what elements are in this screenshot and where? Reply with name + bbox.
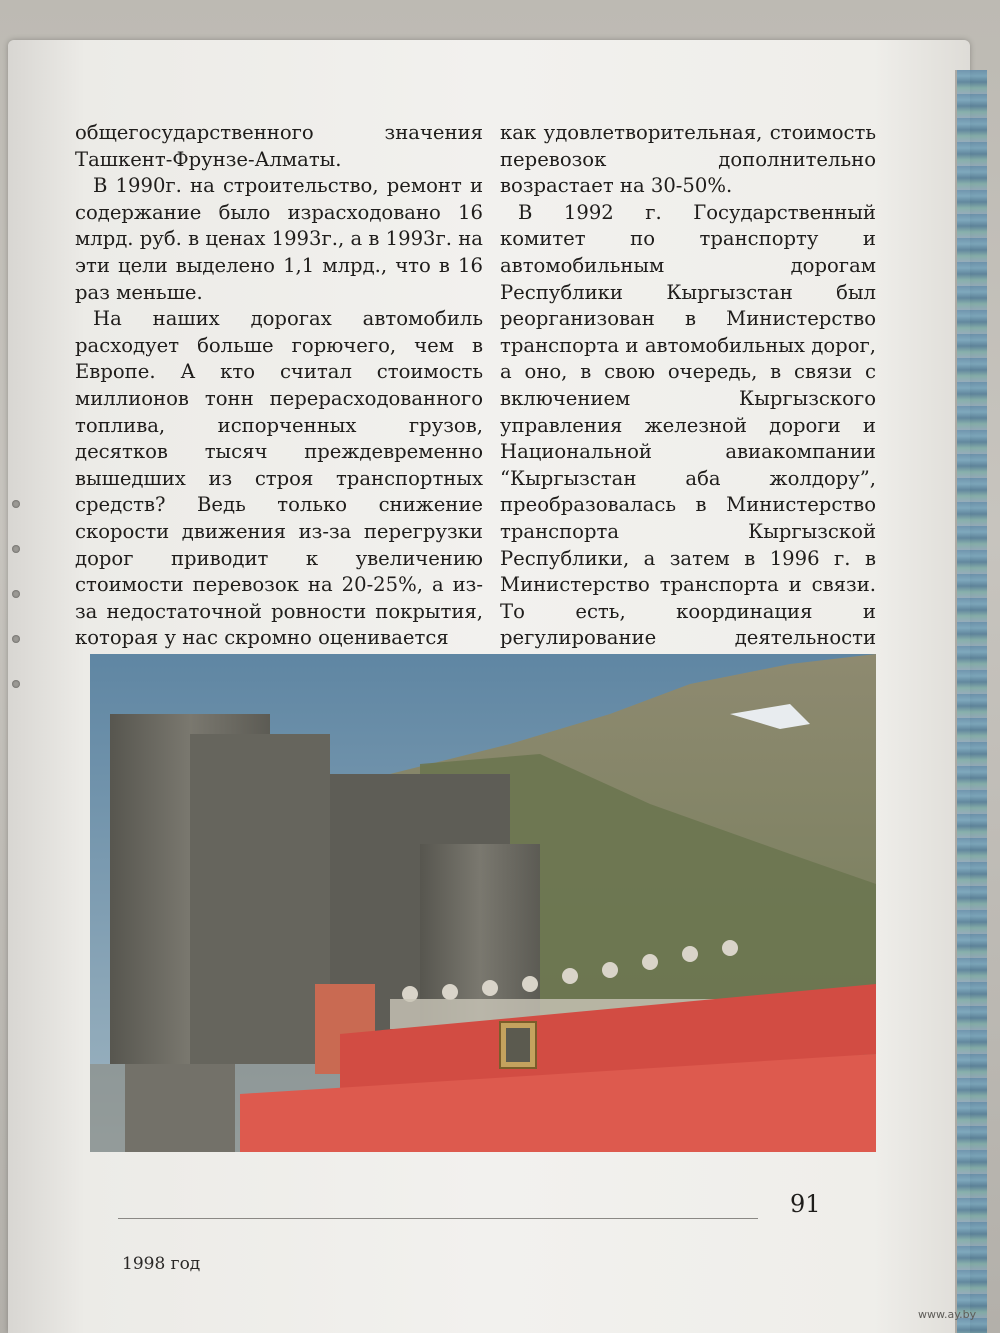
paragraph: В 1992 г. Государственный комитет по транспорту и автомобильным дорогам Республики Кыргызстан был реорганизован в Министерство транспорта и автомобильных дорог, а оно, в свою очередь, в связи с включением Кыргызского управления железной дороги и Национальной авиакомпании “Кыргызстан аба жолдору”, преобразовалась в Министерство транспорта Кыргызской Республики, а затем в 1996 г. в Министерство транспорта и связи. То есть, координация и регулирование деятельности [500, 200, 876, 650]
footer-divider [118, 1218, 758, 1219]
paragraph: как удовлетворительная, стоимость перевозок дополнительно возрастает на 30-50%. [500, 121, 876, 198]
portrait-image [506, 1028, 530, 1062]
paragraph: На наших дорогах автомобиль расходует больше горючего, чем в Европе. А кто считал стоимость миллионов тонн перерасходованного топлива, испорченных грузов, десятков тысяч преждевременно вышедших из строя транспортных средств? Ведь только снижение скорости движения из-за перегрузки дорог приводит к увеличению стоимости перевозок на 20-25%, а из-за недостаточной ровности покрытия, которая у нас скромно оценивается [75, 307, 483, 650]
watermark: www.ay.by [918, 1308, 977, 1321]
left-text-column [75, 120, 483, 652]
binding-hole [12, 590, 20, 598]
binding-hole [12, 500, 20, 508]
photograph-tunnel-ceremony [90, 654, 876, 1152]
tunnel-building-body [190, 734, 330, 1064]
paragraph: В 1990г. на строительство, ремонт и содержание было израсходовано 16 млрд. руб. в ценах 1993г., а в 1993г. на эти цели выделено 1,1 млрд., что в 16 раз меньше. [75, 174, 483, 304]
book-cover-edge [955, 70, 987, 1333]
photo-illustration [90, 654, 876, 1152]
footer-year: 1998 год [122, 1254, 201, 1274]
binding-hole [12, 635, 20, 643]
binding-hole [12, 545, 20, 553]
right-text-column [500, 120, 876, 732]
paragraph: общегосударственного значения Ташкент-Фрунзе-Алматы. [75, 121, 483, 171]
page-number: 91 [790, 1190, 821, 1218]
binding-hole [12, 680, 20, 688]
